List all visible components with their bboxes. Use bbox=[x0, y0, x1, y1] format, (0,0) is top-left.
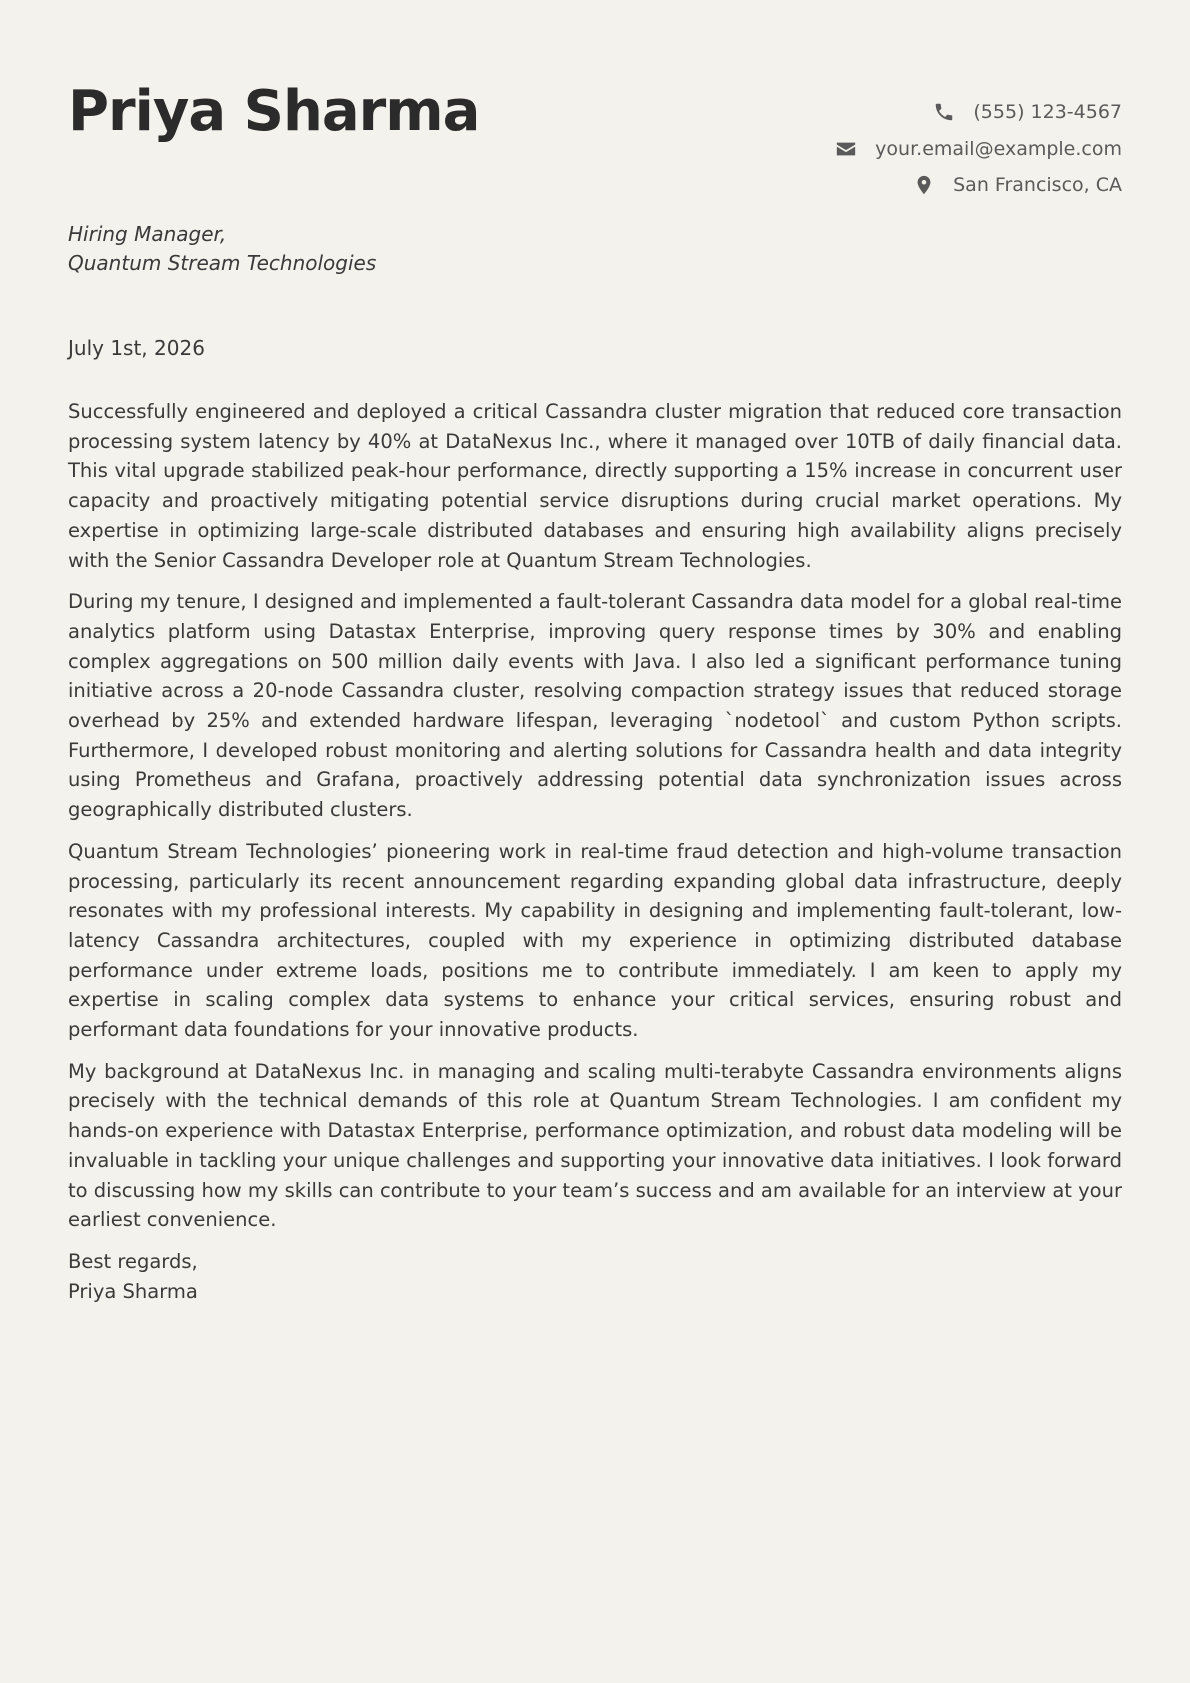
map-pin-icon bbox=[913, 174, 935, 196]
phone-icon bbox=[933, 101, 955, 123]
envelope-icon bbox=[835, 138, 857, 160]
contact-location: San Francisco, CA bbox=[953, 174, 1122, 197]
letter-body bbox=[68, 397, 1122, 1306]
recipient-company: Quantum Stream Technologies bbox=[68, 251, 377, 275]
contact-email: your.email@example.com bbox=[875, 137, 1122, 160]
signoff-block bbox=[68, 1247, 1122, 1306]
recipient-block bbox=[68, 220, 376, 278]
contact-email-row bbox=[835, 131, 1122, 168]
signoff-closing: Best regards, bbox=[68, 1249, 198, 1273]
letter-date: July 1st, 2026 bbox=[68, 336, 205, 360]
body-paragraph-1: Successfully engineered and deployed a critical Cassandra cluster migration that reduced core transaction processing system latency by 40% at DataNexus Inc., where it managed over 10TB of daily financial data. This vital upgrade stabilized peak-hour performance, directly supporting a 15% increase in concurrent user capacity and proactively mitigating potential service disruptions during crucial market operations. My expertise in optimizing large-scale distributed databases and ensuring high availability aligns precisely with the Senior Cassandra Developer role at Quantum Stream Technologies. bbox=[68, 400, 1122, 572]
contact-info bbox=[835, 94, 1122, 204]
cover-letter-page bbox=[68, 0, 1122, 1683]
body-paragraph-3: Quantum Stream Technologies’ pioneering work in real-time fraud detection and high-volume transaction processing, particularly its recent announcement regarding expanding global data infrastructure, deeply resonates with my professional interests. My capability in designing and implementing fault-tolerant, low-latency Cassandra architectures, coupled with my experience in optimizing distributed database performance under extreme loads, positions me to contribute immediately. I am keen to apply my expertise in scaling complex data systems to enhance your critical services, ensuring robust and performant data foundations for your innovative products. bbox=[68, 839, 1122, 1042]
contact-location-row bbox=[835, 167, 1122, 204]
recipient-title: Hiring Manager, bbox=[68, 222, 227, 246]
body-paragraph-2: During my tenure, I designed and implemented a fault-tolerant Cassandra data model for a global real-time analytics platform using Datastax Enterprise, improving query response times by 30% and enabling complex aggregations on 500 million daily events with Java. I also led a significant performance tuning initiative across a 20-node Cassandra cluster, resolving compaction strategy issues that reduced storage overhead by 25% and extended hardware lifespan, leveraging `nodetool` and custom Python scripts. Furthermore, I developed robust monitoring and alerting solutions for Cassandra health and data integrity using Prometheus and Grafana, proactively addressing potential data synchronization issues across geographically distributed clusters. bbox=[68, 590, 1122, 822]
applicant-name: Priya Sharma bbox=[68, 79, 480, 144]
contact-phone-row bbox=[835, 94, 1122, 131]
letter-header bbox=[68, 0, 1122, 200]
signoff-name: Priya Sharma bbox=[68, 1279, 198, 1303]
body-paragraph-4: My background at DataNexus Inc. in managing and scaling multi-terabyte Cassandra environments aligns precisely with the technical demands of this role at Quantum Stream Technologies. I am confident my hands-on experience with Datastax Enterprise, performance optimization, and robust data modeling will be invaluable in tackling your unique challenges and supporting your innovative data initiatives. I look forward to discussing how my skills can contribute to your team’s success and am available for an interview at your earliest convenience. bbox=[68, 1059, 1122, 1232]
contact-phone: (555) 123-4567 bbox=[973, 101, 1122, 124]
